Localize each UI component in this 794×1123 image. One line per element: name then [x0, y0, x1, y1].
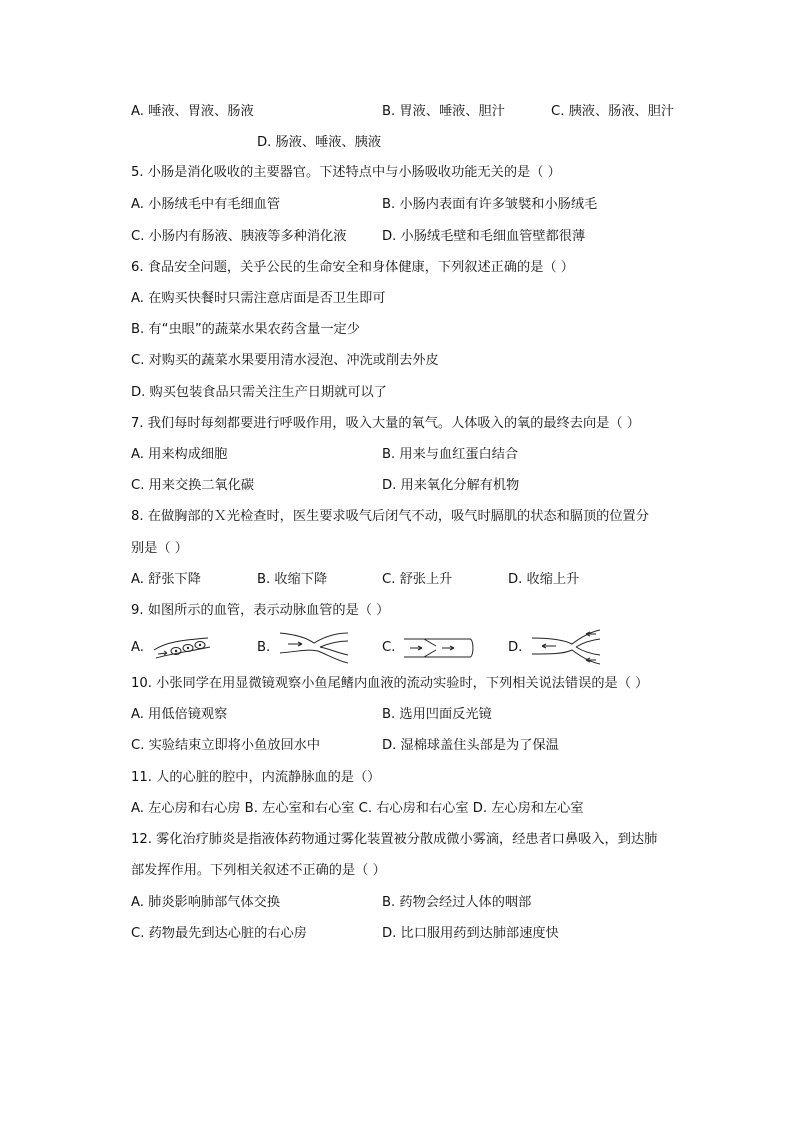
q5-option-d: D. 小肠绒毛壁和毛细血管壁都很薄: [382, 229, 586, 244]
q8-option-b: B. 收缩下降: [257, 572, 328, 587]
q8-option-a: A. 舒张下降: [131, 572, 201, 587]
q7-option-c: C. 用来交换二氧化碳: [131, 478, 255, 493]
q9-figure-d-converging-vessel: [530, 628, 602, 666]
q8-option-d: D. 收缩上升: [508, 572, 580, 587]
q10-option-b: B. 选用凹面反光镜: [382, 707, 492, 722]
q10-option-a: A. 用低倍镜观察: [131, 707, 228, 722]
q10-stem: 10. 小张同学在用显微镜观察小鱼尾鳍内血液的流动实验时，下列相关说法错误的是（ ）: [131, 676, 649, 691]
q9-figure-c-vessel-with-valve: [402, 636, 474, 660]
q8-stem-line1: 8. 在做胸部的Ｘ光检查时，医生要求吸气后闭气不动，吸气时膈肌的状态和膈顶的位置分: [131, 509, 649, 524]
q9-figure-a-capillary: [152, 634, 212, 662]
q9-option-c-label: C.: [382, 640, 396, 655]
q7-option-a: A. 用来构成细胞: [131, 447, 228, 462]
q6-option-a: A. 在购买快餐时只需注意店面是否卫生即可: [131, 291, 386, 306]
q4-option-c: C. 胰液、肠液、胆汁: [551, 104, 675, 119]
q6-option-d: D. 购买包装食品只需关注生产日期就可以了: [131, 385, 387, 400]
q9-option-a-label: A.: [131, 640, 144, 655]
q7-option-b: B. 用来与血红蛋白结合: [382, 447, 519, 462]
q5-option-b: B. 小肠内表面有许多皱襞和小肠绒毛: [382, 197, 598, 212]
q10-option-c: C. 实验结束立即将小鱼放回水中: [131, 738, 321, 753]
q12-option-b: B. 药物会经过人体的咽部: [382, 895, 532, 910]
q7-option-d: D. 用来氧化分解有机物: [382, 478, 520, 493]
q11-stem: 11. 人的心脏的腔中，内流静脉血的是（）: [131, 770, 381, 785]
q9-option-b-label: B.: [257, 640, 271, 655]
q5-option-c: C. 小肠内有肠液、胰液等多种消化液: [131, 229, 347, 244]
q12-option-c: C. 药物最先到达心脏的右心房: [131, 926, 307, 941]
q4-option-b: B. 胃液、唾液、胆汁: [382, 104, 505, 119]
q5-option-a: A. 小肠绒毛中有毛细血管: [131, 197, 281, 212]
q6-option-b: B. 有“虫眼”的蔬菜水果农药含量一定少: [131, 322, 360, 337]
q11-options: A. 左心房和右心房 B. 左心室和右心室 C. 右心房和右心室 D. 左心房和左心室: [131, 801, 584, 816]
q9-stem: 9. 如图所示的血管，表示动脉血管的是（ ）: [131, 603, 390, 618]
q7-stem: 7. 我们每时每刻都要进行呼吸作用，吸入大量的氧气。人体吸入的氧的最终去向是（ ）: [131, 416, 640, 431]
q10-option-d: D. 湿棉球盖住头部是为了保温: [382, 738, 559, 753]
q8-option-c: C. 舒张上升: [382, 572, 453, 587]
q5-stem: 5. 小肠是消化吸收的主要器官。下述特点中与小肠吸收功能无关的是（ ）: [131, 165, 561, 180]
q6-stem: 6. 食品安全问题，关乎公民的生命安全和身体健康，下列叙述正确的是（ ）: [131, 260, 574, 275]
q12-option-d: D. 比口服用药到达肺部速度快: [382, 926, 559, 941]
q8-stem-line2: 别是（ ）: [131, 541, 188, 556]
q9-figure-b-branching-vessel: [278, 629, 350, 665]
q9-option-d-label: D.: [508, 640, 523, 655]
q12-stem-line1: 12. 雾化治疗肺炎是指液体药物通过雾化装置被分散成微小雾滴，经患者口鼻吸入，到达肺: [131, 832, 658, 847]
q4-option-a: A. 唾液、胃液、肠液: [131, 104, 254, 119]
q12-option-a: A. 肺炎影响肺部气体交换: [131, 895, 281, 910]
q12-stem-line2: 部发挥作用。下列相关叙述不正确的是（ ）: [131, 863, 386, 878]
q6-option-c: C. 对购买的蔬菜水果要用清水浸泡、冲洗或削去外皮: [131, 353, 439, 368]
q4-option-d: D. 肠液、唾液、胰液: [257, 135, 382, 150]
